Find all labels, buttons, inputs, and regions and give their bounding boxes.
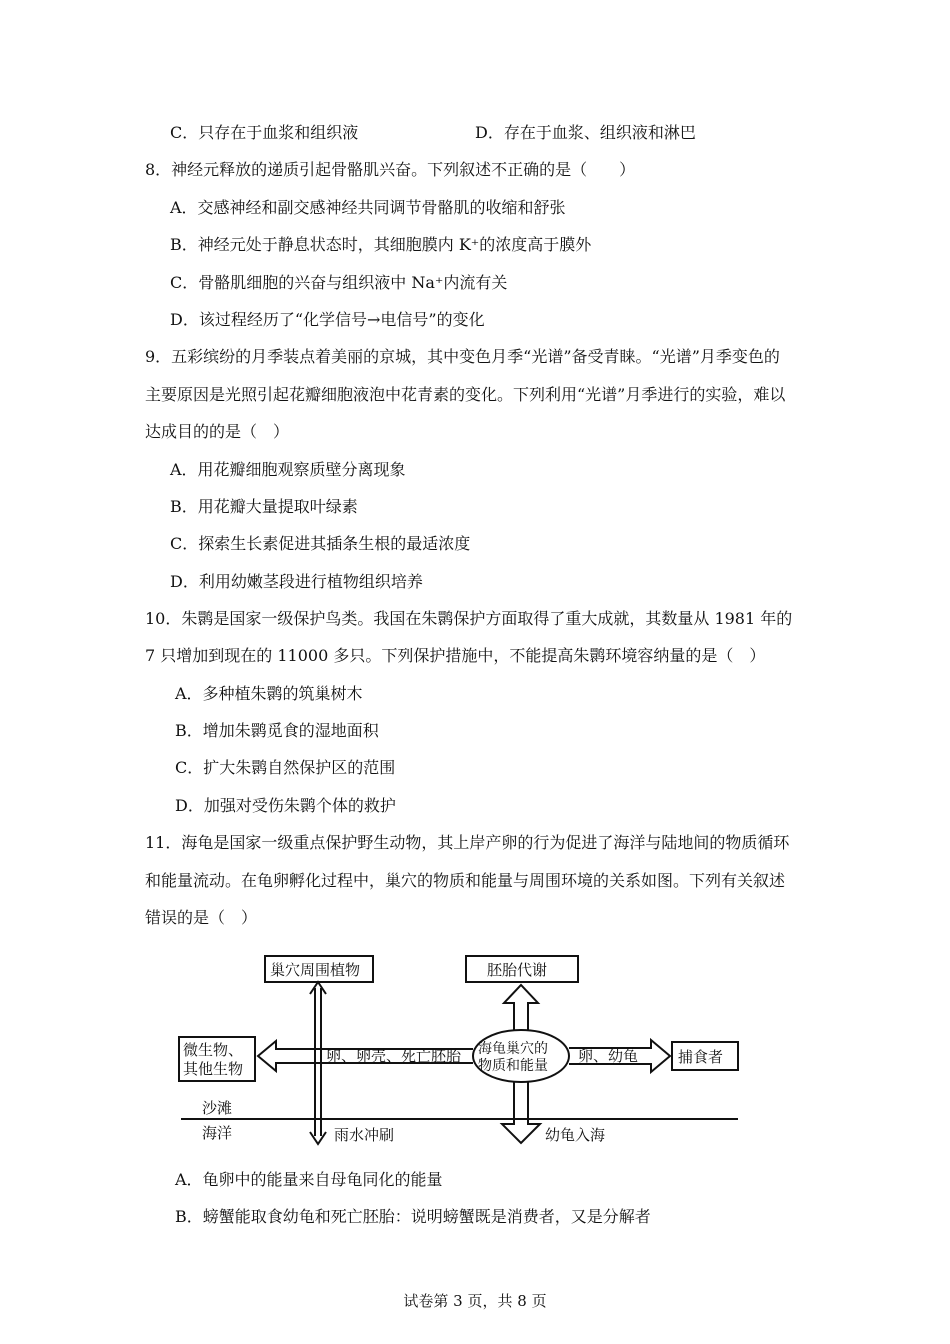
nest-label-1: 海龟巢穴的 (478, 1041, 548, 1057)
q11-option-a: A．龟卵中的能量来自母龟同化的能量 (175, 1170, 443, 1189)
plants-label: 巢穴周围植物 (270, 961, 361, 979)
vertical-arrow-down (310, 1132, 326, 1144)
rain-label: 雨水冲刷 (334, 1126, 395, 1144)
q10-stem-line1: 10．朱鹮是国家一级保护鸟类。我国在朱鹮保护方面取得了重大成就，其数量从 1981 年的 (145, 609, 793, 628)
embryo-label: 胚胎代谢 (487, 961, 548, 979)
q7-option-c: C．只存在于血浆和组织液 (170, 123, 359, 142)
beach-label: 沙滩 (202, 1099, 233, 1117)
q8-option-c: C．骨骼肌细胞的兴奋与组织液中 Na⁺内流有关 (170, 273, 508, 292)
q10-option-a: A．多种植朱鹮的筑巢树木 (175, 684, 363, 703)
nest-label-2: 物质和能量 (478, 1058, 548, 1074)
q8-option-d: D．该过程经历了“化学信号→电信号”的变化 (170, 310, 485, 329)
q8-option-a: A．交感神经和副交感神经共同调节骨骼肌的收缩和舒张 (170, 198, 566, 217)
q11-stem-line1: 11．海龟是国家一级重点保护野生动物，其上岸产卵的行为促进了海洋与陆地间的物质循环 (145, 833, 790, 852)
microbes-label-1: 微生物、 (183, 1041, 244, 1059)
q11-option-b: B．螃蟹能取食幼龟和死亡胚胎：说明螃蟹既是消费者，又是分解者 (175, 1207, 651, 1226)
ocean-label: 海洋 (202, 1124, 233, 1142)
page-footer: 试卷第 3 页，共 8 页 (403, 1292, 547, 1310)
q10-option-b: B．增加朱鹮觅食的湿地面积 (175, 721, 379, 740)
up-hollow-arrow (504, 985, 538, 1030)
q8-stem: 8．神经元释放的递质引起骨骼肌兴奋。下列叙述不正确的是（ ） (145, 160, 636, 179)
q9-option-d: D．利用幼嫩茎段进行植物组织培养 (170, 572, 423, 591)
q10-stem-line2: 7 只增加到现在的 11000 多只。下列保护措施中，不能提高朱鹮环境容纳量的是（ ） (145, 646, 766, 665)
q10-option-d: D．加强对受伤朱鹮个体的救护 (175, 796, 396, 815)
q9-stem-line1: 9．五彩缤纷的月季装点着美丽的京城，其中变色月季“光谱”备受青睐。“光谱”月季变色的 (145, 347, 780, 366)
q8-option-b: B．神经元处于静息状态时，其细胞膜内 K⁺的浓度高于膜外 (170, 235, 592, 254)
q9-option-c: C．探索生长素促进其插条生根的最适浓度 (170, 534, 471, 553)
q11-stem-line3: 错误的是（ ） (145, 908, 258, 927)
q10-option-c: C．扩大朱鹮自然保护区的范围 (175, 758, 396, 777)
down-hollow-arrow (502, 1082, 540, 1143)
microbes-label-2: 其他生物 (183, 1060, 244, 1078)
left-arrow-label: 卵、卵壳、死亡胚胎 (326, 1047, 462, 1065)
predator-label: 捕食者 (678, 1048, 724, 1066)
q9-option-b: B．用花瓣大量提取叶绿素 (170, 497, 358, 516)
hatchling-label: 幼龟入海 (545, 1126, 606, 1144)
q9-stem-line3: 达成目的的是（ ） (145, 422, 290, 441)
q9-stem-line2: 主要原因是光照引起花瓣细胞液泡中花青素的变化。下列利用“光谱”月季进行的实验，难以 (145, 385, 786, 404)
q11-stem-line2: 和能量流动。在龟卵孵化过程中，巢穴的物质和能量与周围环境的关系如图。下列有关叙述 (145, 871, 786, 890)
q7-option-d: D．存在于血浆、组织液和淋巴 (475, 123, 696, 142)
q9-option-a: A．用花瓣细胞观察质壁分离现象 (170, 460, 406, 479)
right-arrow-label: 卵、幼龟 (578, 1047, 639, 1065)
vertical-arrow-up (310, 982, 326, 994)
